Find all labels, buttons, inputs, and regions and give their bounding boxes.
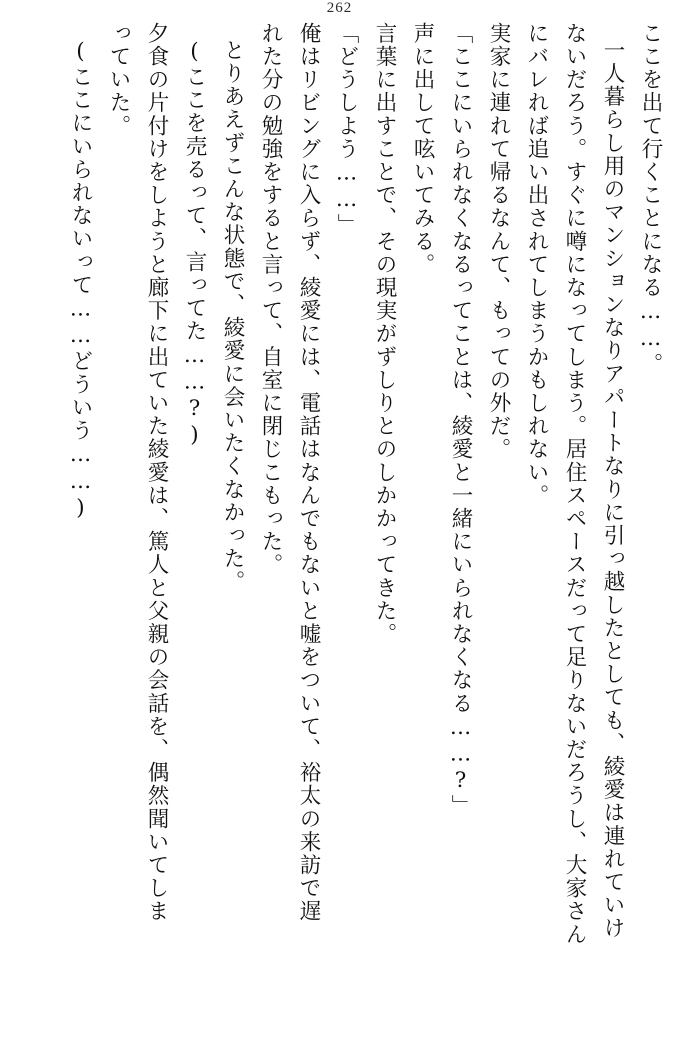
text-column: 実家に連れて帰るなんて、もっての外だ。 (486, 22, 511, 461)
text-column: ここを出て行くことになる……。 (638, 22, 663, 376)
text-column: 一人暮らし用のマンションなりアパートなりに引っ越したとしても、綾愛は連れていけ (600, 39, 625, 940)
text-column: (ここを売るって、言ってた……?) (182, 39, 207, 450)
text-column: 「ここにいられなくなるってことは、綾愛と一緒にいられなくなる……?」 (448, 22, 473, 818)
text-column: 「どうしよう……」 (334, 22, 359, 237)
text-column: 俺はリビングに入らず、綾愛には、電話はなんでもないと嘘をついて、裕太の来訪で遅 (296, 22, 321, 923)
text-column: 言葉に出すことで、その現実がずしりとのしかかってきた。 (372, 22, 397, 646)
text-column: れた分の勉強をすると言って、自室に閉じこもった。 (258, 22, 283, 577)
text-column: (ここにいられないって……どういう……) (68, 39, 93, 522)
text-column: とりあえずこんな状態で、綾愛に会いたくなかった。 (220, 39, 245, 594)
text-column: 声に出して呟いてみる。 (410, 22, 435, 277)
text-column: ないだろう。すぐに噂になってしまう。居住スペースだって足りないだろうし、大家さん (562, 22, 587, 946)
text-column: 夕食の片付けをしようと廊下に出ていた綾愛は、篤人と父親の会話を、偶然聞いてしま (144, 22, 169, 923)
page-body-text (24, 22, 661, 1040)
text-column: っていた。 (106, 22, 131, 138)
text-column: にバレれば追い出されてしまうかもしれない。 (524, 22, 549, 508)
page-number: 262 (326, 0, 353, 16)
